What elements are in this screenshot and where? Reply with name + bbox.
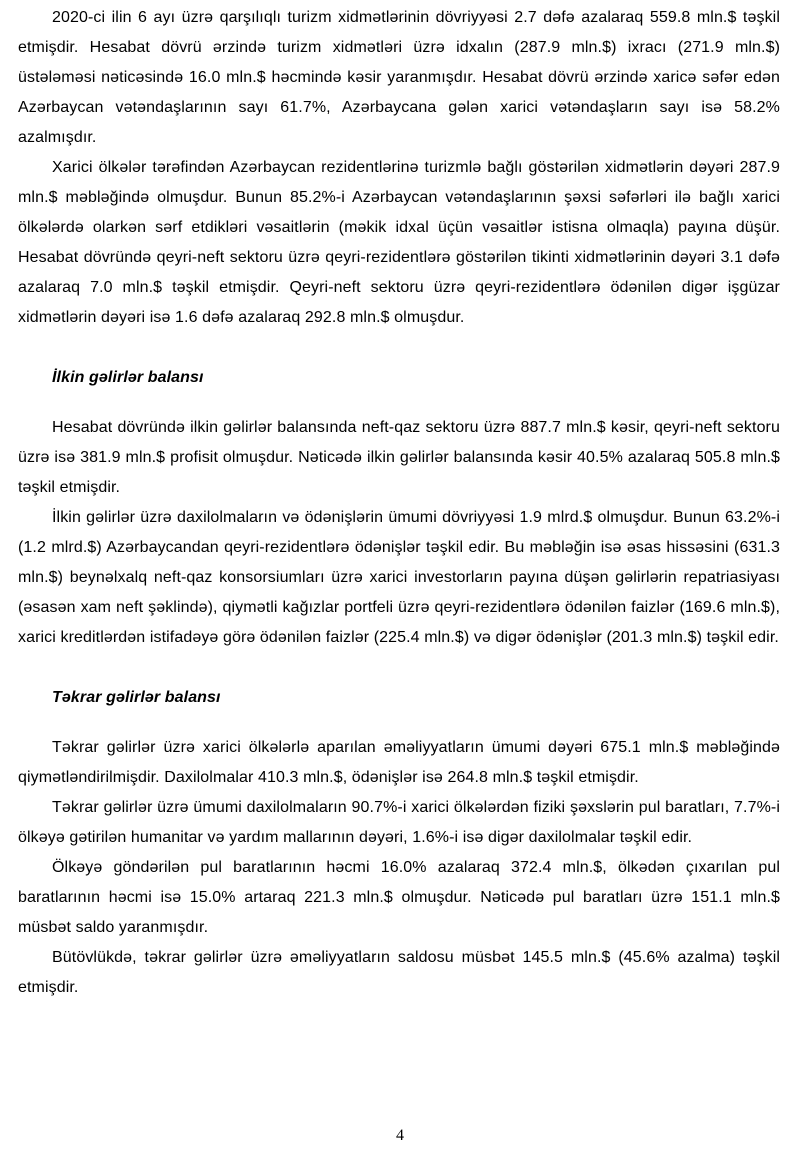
paragraph-remittance-volumes: Ölkəyə göndərilən pul baratlarının həcmi 16.0% azalaraq 372.4 mln.$, ölkədən çıxarılan pul baratlarının həcmi isə 15.0% artaraq 221.3 mln.$ olmuşdur. Nəticədə pul baratları üzrə 151.1 mln.$ müsbət saldo yaranmışdır.	[18, 859, 780, 936]
paragraph-tourism-turnover: 2020-ci ilin 6 ayı üzrə qarşılıqlı turizm xidmətlərinin dövriyyəsi 2.7 dəfə azalaraq 559.8 mln.$ təşkil etmişdir. Hesabat dövrü ərzində turizm xidmətləri üzrə idxalın (287.9 mln.$) ixracı (271.9 mln.$) üstələməsi nəticəsində 16.0 mln.$ həcmində kəsir yaranmışdır. Hesabat dövrü ərzində xaricə səfər edən Azərbaycan vətəndaşlarının sayı 61.7%, Azərbaycana gələn xarici vətəndaşların sayı isə 58.2% azalmışdır.	[18, 9, 780, 146]
paragraph-services-to-residents: Xarici ölkələr tərəfindən Azərbaycan rezidentlərinə turizmlə bağlı göstərilən xidmətlərin dəyəri 287.9 mln.$ məbləğində olmuşdur. Bunun 85.2%-i Azərbaycan vətəndaşlarının şəxsi səfərləri ilə bağlı xarici ölkələrdə olarkən sərf etdikləri vəsaitlərin (məkik idxal üçün vəsaitlər istisna olmaqla) payına düşür. Hesabat dövründə qeyri-neft sektoru üzrə qeyri-rezidentlərə göstərilən tikinti xidmətlərinin dəyəri 3.1 dəfə azalaraq 7.0 mln.$ təşkil etmişdir. Qeyri-neft sektoru üzrə qeyri-rezidentlərə ödənilən digər işgüzar xidmətlərin dəyəri isə 1.6 dəfə azalaraq 292.8 mln.$ olmuşdur.	[18, 159, 780, 326]
paragraph-overall-secondary-balance: Bütövlükdə, təkrar gəlirlər üzrə əməliyyatların saldosu müsbət 145.5 mln.$ (45.6% azalma) təşkil etmişdir.	[18, 949, 780, 996]
paragraph-remittance-shares: Təkrar gəlirlər üzrə ümumi daxilolmaların 90.7%-i xarici ölkələrdən fiziki şəxslərin pul baratları, 7.7%-i ölkəyə gətirilən humanitar və yardım mallarının dəyəri, 1.6%-i isə digər daxilolmalar təşkil edir.	[18, 799, 780, 846]
paragraph-secondary-income-operations: Təkrar gəlirlər üzrə xarici ölkələrlə aparılan əməliyyatların ümumi dəyəri 675.1 mln.$ məbləğində qiymətləndirilmişdir. Daxilolmalar 410.3 mln.$, ödənişlər isə 264.8 mln.$ təşkil etmişdir.	[18, 739, 780, 786]
heading-tekrar-gelirler-balansi: Təkrar gəlirlər balansı	[52, 689, 221, 706]
paragraph-primary-income-flows: İlkin gəlirlər üzrə daxilolmaların və ödənişlərin ümumi dövriyyəsi 1.9 mlrd.$ olmuşdur. Bunun 63.2%-i (1.2 mlrd.$) Azərbaycandan qeyri-rezidentlərə ödənişlər təşkil edir. Bu məbləğin isə əsas hissəsini (631.3 mln.$) beynəlxalq neft-qaz konsorsiumları üzrə xarici investorların payına düşən gəlirlərin repatriasiyası (əsasən xam neft şəklində), qiymətli kağızlar portfeli üzrə qeyri-rezidentlərə ödənilən faizlər (169.6 mln.$), xarici kreditlərdən istifadəyə görə ödənilən faizlər (225.4 mln.$) və digər ödənişlər (201.3 mln.$) təşkil edir.	[18, 509, 780, 646]
paragraph-primary-income-balance: Hesabat dövründə ilkin gəlirlər balansında neft-qaz sektoru üzrə 887.7 mln.$ kəsir, qeyri-neft sektoru üzrə isə 381.9 mln.$ profisit olmuşdur. Nəticədə ilkin gəlirlər balansında kəsir 40.5% azalaraq 505.8 mln.$ təşkil etmişdir.	[18, 419, 780, 496]
heading-ilkin-gelirler-balansi: İlkin gəlirlər balansı	[52, 369, 204, 386]
page-number: 4	[396, 1127, 404, 1144]
